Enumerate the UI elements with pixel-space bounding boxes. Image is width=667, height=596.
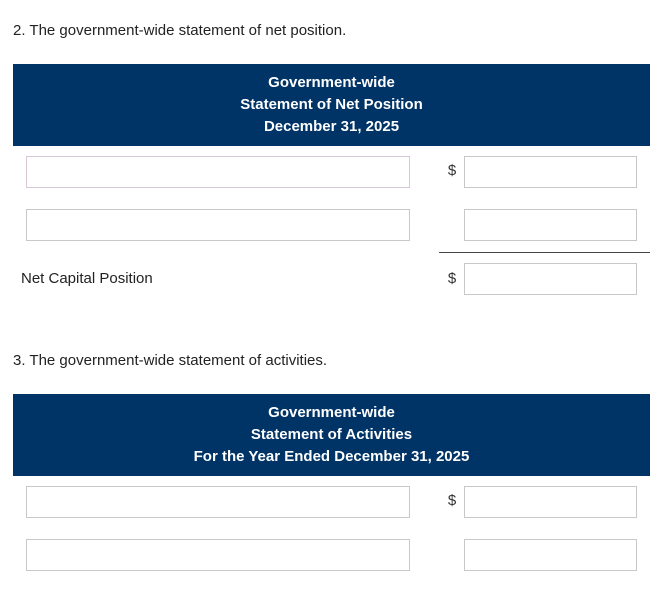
- question-2-text: 2. The government-wide statement of net position.: [13, 22, 347, 39]
- net-position-row1-amount-input[interactable]: [464, 156, 637, 188]
- net-position-row1-label-input[interactable]: [26, 156, 410, 188]
- net-capital-position-dollar-sign: $: [447, 270, 457, 287]
- net-position-header-line1: Government-wide: [268, 74, 395, 91]
- activities-header: [13, 394, 650, 476]
- activities-header-line1: Government-wide: [268, 404, 395, 421]
- net-capital-position-amount-input[interactable]: [464, 263, 637, 295]
- activities-row2-amount-input[interactable]: [464, 539, 637, 571]
- net-position-row1-dollar-sign: $: [447, 162, 457, 179]
- activities-row2-label-input[interactable]: [26, 539, 410, 571]
- net-position-header-line2: Statement of Net Position: [240, 96, 423, 113]
- net-position-header: [13, 64, 650, 146]
- activities-header-line2: Statement of Activities: [250, 426, 413, 443]
- question-3-text: 3. The government-wide statement of activities.: [13, 352, 328, 369]
- activities-row1-amount-input[interactable]: [464, 486, 637, 518]
- activities-row1-dollar-sign: $: [447, 492, 457, 509]
- net-capital-position-label: Net Capital Position: [21, 270, 153, 287]
- net-position-row2-amount-input[interactable]: [464, 209, 637, 241]
- activities-row1-label-input[interactable]: [26, 486, 410, 518]
- activities-header-line3: For the Year Ended December 31, 2025: [193, 448, 470, 465]
- subtotal-underline: [439, 252, 650, 253]
- net-position-header-line3: December 31, 2025: [263, 118, 400, 135]
- net-position-row2-label-input[interactable]: [26, 209, 410, 241]
